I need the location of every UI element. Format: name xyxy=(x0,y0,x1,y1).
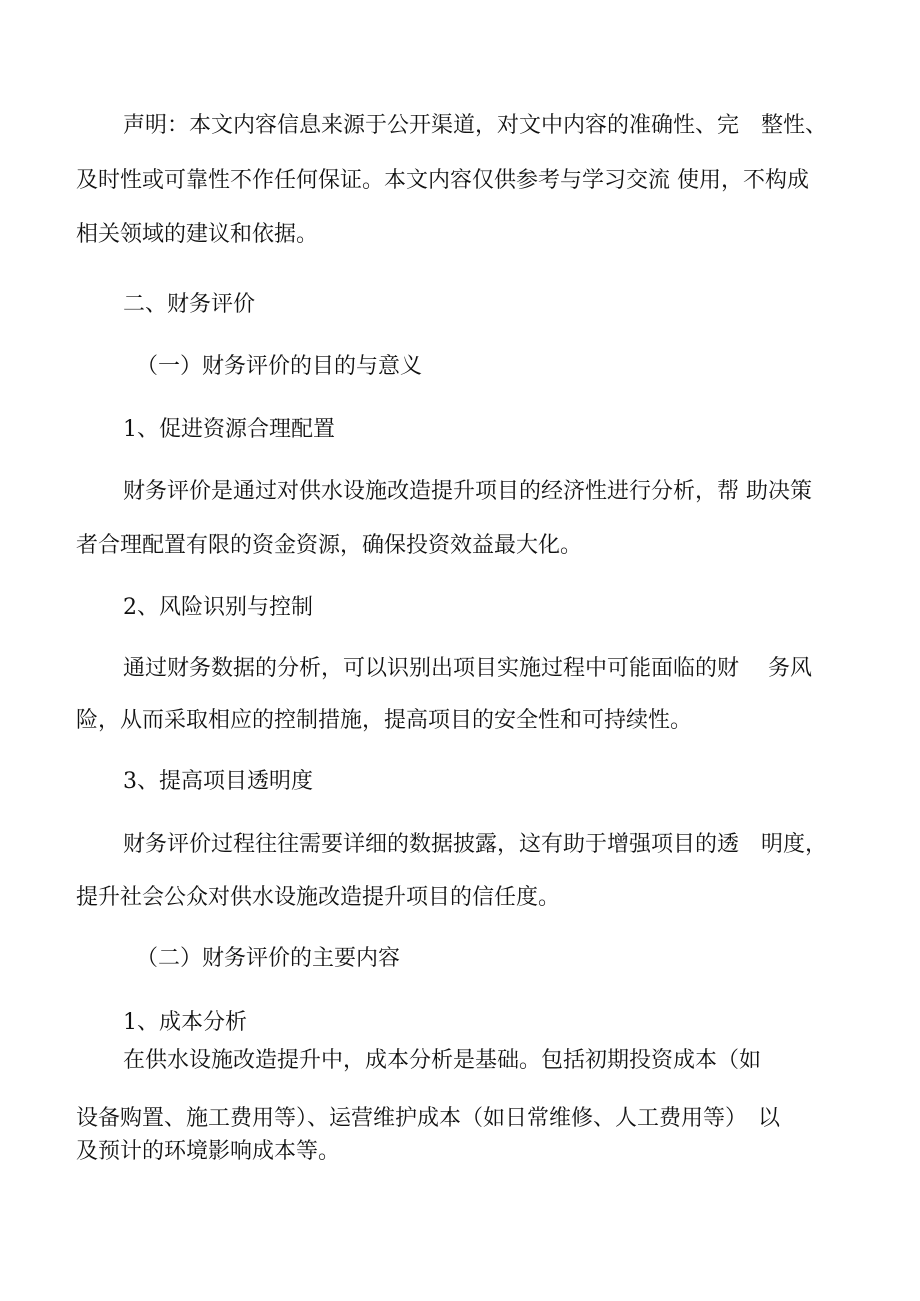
cost-analysis-heading: 1、成本分析 xyxy=(123,1010,247,1035)
item-1-line-2: 者合理配置有限的资金资源，确保投资效益最大化。 xyxy=(76,533,583,558)
item-3-line-2: 提升社会公众对供水设施改造提升项目的信任度。 xyxy=(76,885,561,910)
subsection-2-title: （二）财务评价的主要内容 xyxy=(136,946,401,971)
cost-analysis-line-1: 在供水设施改造提升中，成本分析是基础。包括初期投资成本（如 xyxy=(123,1048,762,1073)
item-3-heading: 3、提高项目透明度 xyxy=(123,769,313,794)
section-title: 二、财务评价 xyxy=(123,292,256,317)
item-2-line-2: 险，从而采取相应的控制措施，提高项目的安全性和可持续性。 xyxy=(76,708,693,733)
disclaimer-line-2: 及时性或可靠性不作任何保证。本文内容仅供参考与学习交流 使用，不构成 xyxy=(76,168,809,193)
cost-analysis-line-3: 及预计的环境影响成本等。 xyxy=(76,1139,341,1164)
disclaimer-line-3: 相关领域的建议和依据。 xyxy=(76,222,319,247)
item-3-line-1: 财务评价过程往往需要详细的数据披露，这有助于增强项目的透 明度， xyxy=(123,832,828,857)
item-2-heading: 2、风险识别与控制 xyxy=(123,595,313,620)
subsection-1-title: （一）财务评价的目的与意义 xyxy=(136,354,423,379)
item-1-line-1: 财务评价是通过对供水设施改造提升项目的经济性进行分析，帮 助决策 xyxy=(123,479,812,504)
item-1-heading: 1、促进资源合理配置 xyxy=(123,417,335,442)
item-2-line-1: 通过财务数据的分析，可以识别出项目实施过程中可能面临的财 务风 xyxy=(123,656,812,681)
cost-analysis-line-2: 设备购置、施工费用等）、运营维护成本（如日常维修、人工费用等） 以 xyxy=(76,1106,781,1131)
disclaimer-line-1: 声明：本文内容信息来源于公开渠道，对文中内容的准确性、完 整性、 xyxy=(123,113,828,138)
